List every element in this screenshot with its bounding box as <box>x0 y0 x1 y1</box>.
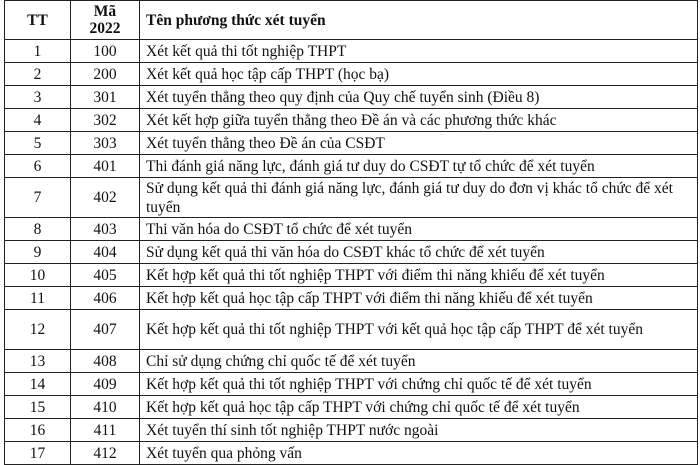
row-tt: 13 <box>5 350 71 373</box>
row-tt: 15 <box>5 396 71 419</box>
row-method-name: Xét kết quả học tập cấp THPT (học bạ) <box>140 63 698 86</box>
row-tt: 12 <box>5 310 71 350</box>
table-row <box>5 287 698 310</box>
row-method-name: Xét tuyển thí sinh tốt nghiệp THPT nước ngoài <box>140 419 698 442</box>
row-tt: 14 <box>5 373 71 396</box>
row-tt: 11 <box>5 287 71 310</box>
row-method-name: Xét kết hợp giữa tuyển thẳng theo Đề án và các phương thức khác <box>140 109 698 132</box>
row-code: 406 <box>71 287 140 310</box>
row-method-name: Xét kết quả thi tốt nghiệp THPT <box>140 40 698 63</box>
row-code: 402 <box>71 178 140 218</box>
table-row <box>5 419 698 442</box>
header-code <box>71 1 140 40</box>
table-row <box>5 396 698 419</box>
row-code: 401 <box>71 155 140 178</box>
table-row <box>5 40 698 63</box>
row-code: 409 <box>71 373 140 396</box>
row-tt: 9 <box>5 241 71 264</box>
table-row <box>5 63 698 86</box>
header-method-name: Tên phương thức xét tuyển <box>140 1 698 40</box>
header-code-line2: 2022 <box>89 20 121 37</box>
row-code: 412 <box>71 442 140 465</box>
row-tt: 5 <box>5 132 71 155</box>
row-method-name: Kết hợp kết quả thi tốt nghiệp THPT với kết quả học tập cấp THPT để xét tuyển <box>140 310 698 350</box>
row-method-name: Sử dụng kết quả thi văn hóa do CSĐT khác tổ chức để xét tuyển <box>140 241 698 264</box>
row-method-name: Sử dụng kết quả thi đánh giá năng lực, đánh giá tư duy do đơn vị khác tổ chức để xét tuyển <box>140 178 698 218</box>
row-code: 408 <box>71 350 140 373</box>
row-tt: 7 <box>5 178 71 218</box>
row-method-name: Xét tuyển thẳng theo Đề án của CSĐT <box>140 132 698 155</box>
table-row <box>5 264 698 287</box>
row-method-name: Xét tuyển qua phỏng vấn <box>140 442 698 465</box>
table-row <box>5 350 698 373</box>
table-row <box>5 310 698 350</box>
table-row <box>5 218 698 241</box>
row-code: 407 <box>71 310 140 350</box>
row-code: 303 <box>71 132 140 155</box>
table-row <box>5 373 698 396</box>
row-code: 200 <box>71 63 140 86</box>
row-tt: 6 <box>5 155 71 178</box>
admission-methods-table <box>4 0 698 465</box>
row-tt: 16 <box>5 419 71 442</box>
table-row <box>5 442 698 465</box>
row-code: 404 <box>71 241 140 264</box>
table-row <box>5 132 698 155</box>
row-method-name: Thi văn hóa do CSĐT tổ chức để xét tuyển <box>140 218 698 241</box>
row-method-name: Xét tuyển thẳng theo quy định của Quy chế tuyển sinh (Điều 8) <box>140 86 698 109</box>
row-tt: 10 <box>5 264 71 287</box>
row-tt: 3 <box>5 86 71 109</box>
row-method-name: Kết hợp kết quả học tập cấp THPT với điểm thi năng khiếu để xét tuyển <box>140 287 698 310</box>
row-code: 411 <box>71 419 140 442</box>
row-tt: 17 <box>5 442 71 465</box>
table-row <box>5 178 698 218</box>
row-code: 301 <box>71 86 140 109</box>
row-tt: 8 <box>5 218 71 241</box>
row-method-name: Thi đánh giá năng lực, đánh giá tư duy do CSĐT tự tổ chức để xét tuyển <box>140 155 698 178</box>
table-row <box>5 86 698 109</box>
row-code: 410 <box>71 396 140 419</box>
row-tt: 4 <box>5 109 71 132</box>
header-code-line1: Mã <box>93 3 117 20</box>
row-code: 405 <box>71 264 140 287</box>
header-tt: TT <box>5 1 71 40</box>
row-tt: 1 <box>5 40 71 63</box>
row-method-name: Kết hợp kết quả học tập cấp THPT với chứng chỉ quốc tế để xét tuyển <box>140 396 698 419</box>
row-method-name: Kết hợp kết quả thi tốt nghiệp THPT với chứng chỉ quốc tế để xét tuyển <box>140 373 698 396</box>
row-code: 100 <box>71 40 140 63</box>
table-row <box>5 241 698 264</box>
table-header-row <box>5 1 698 40</box>
row-code: 302 <box>71 109 140 132</box>
table-row <box>5 155 698 178</box>
row-code: 403 <box>71 218 140 241</box>
row-tt: 2 <box>5 63 71 86</box>
table-row <box>5 109 698 132</box>
row-method-name: Kết hợp kết quả thi tốt nghiệp THPT với điểm thi năng khiếu để xét tuyển <box>140 264 698 287</box>
row-method-name: Chỉ sử dụng chứng chỉ quốc tế để xét tuyển <box>140 350 698 373</box>
